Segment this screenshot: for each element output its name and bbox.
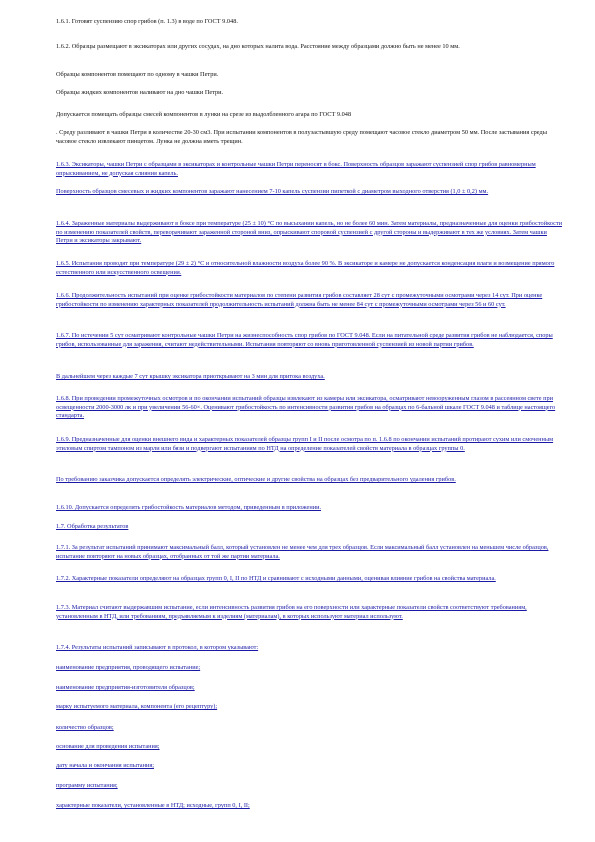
list-item-program[interactable]: программу испытания; <box>56 782 118 789</box>
paragraph-1-6-4[interactable]: 1.6.4. Зараженные материалы выдерживают в боксе при температуре (25 ± 10) °С по высыхании капель, но не более 60 мин. Затем материалы, предназначенные для оценки грибостойкости по изменению показателей свойств, переворачивают зараженной стороной вниз, опрыскивают споровой суспензией с другой стороны и выдерживают в тех же условиях. Затем чашки Петри и эксикаторы закрывают. <box>56 220 563 245</box>
paragraph-1-6-3[interactable]: 1.6.3. Эксикаторы, чашки Петри с образцами в эксикаторах и контрольные чашки Петри переносят в бокс. Поверхность образцов заражают суспензией спор грибов равномерным опрыскиванием, не допуская слияния капель. <box>56 161 536 177</box>
list-item-enterprise[interactable]: наименование предприятия, проводящего испытание; <box>56 664 201 671</box>
paragraph-medium: . Среду разливают в чашки Петри в количестве 20-30 см3. При испытании компонентов в полузастывшую среду помещают часовое стекло диаметром 50 мм. После застывания среды часовое стекло извлекают пинцетом. Лунка не должна иметь трещин. <box>56 129 547 145</box>
paragraph-1-6-1: 1.6.1. Готовят суспензию спор грибов (п. 1.3) в воде по ГОСТ 9.048. <box>56 18 238 25</box>
paragraph-1-7-2[interactable]: 1.7.2. Характерные показатели определяют на образцах групп 0, I, II по НТД и сравнивают с исходными данными, оценивая влияние грибов на свойства материала. <box>56 575 496 582</box>
list-item-material-brand[interactable]: марку испытуемого материала, компонента (его рецептуру); <box>56 703 218 710</box>
paragraph-components: Образцы компонентов помещают по одному в чашки Петри. <box>56 71 219 78</box>
paragraph-1-6-6[interactable]: 1.6.6. Продолжительность испытаний при оценке грибостойкости материалов по степени развития грибов составляет 28 сут с промежуточными осмотрами через 14 сут. При оценке грибостойкости по изменению характерных показателей продолжительность испытаний должна быть не менее 84 сут с промежуточными осмотрами через 56 и 60 сут. <box>56 292 543 308</box>
paragraph-1-6-5[interactable]: 1.6.5. Испытания проводят при температуре (29 ± 2) °С и относительной влажности воздуха более 90 %. В эксикаторе и камере не допускается конденсация влаги и возмещение прямого естественного или искусственного освещения. <box>56 260 555 276</box>
paragraph-mixtures: Допускается помещать образцы смесей компонентов в лунки на срезе из выдолбленного агара по ГОСТ 9.048 <box>56 111 352 118</box>
paragraph-drops[interactable]: Поверхность образцов смесевых и жидких компонентов заражают нанесением 7-10 капель суспензии пипеткой с диаметром выходного отверстия (1,0 ± 0,2) мм. <box>56 188 489 195</box>
paragraph-1-6-8[interactable]: 1.6.8. При проведении промежуточных осмотров и по окончании испытаний образцы извлекают из камеры или эксикатора, осматривают невооруженным глазом в рассеянном свете при освещенности 2000-3000 лк и при увеличении 56-60×. Оценивают грибостойкость по интенсивности развития грибов на образцах по 6-бальной шкале ГОСТ 9.048 и таблице настоящего стандарта. <box>56 395 556 420</box>
list-item-manufacturer[interactable]: наименование предприятия-изготовителя образцов; <box>56 684 195 691</box>
list-item-basis[interactable]: основание для проведения испытания; <box>56 743 160 750</box>
paragraph-1-6-7[interactable]: 1.6.7. По истечении 5 сут осматривают контрольные чашки Петри на жизнеспособность спор грибов по ГОСТ 9.048. Если на питательной среде развития грибов не наблюдается, споры грибов, использованные для заражения, считают недействительными. Испытания повторяют со вновь приготовленной суспензией из новой партии грибов. <box>56 332 553 348</box>
list-item-sample-count[interactable]: количество образцов; <box>56 724 114 731</box>
paragraph-every-7-days[interactable]: В дальнейшем через каждые 7 сут крышку эксикатора приоткрывают на 3 мин для притока воздуха. <box>56 373 325 380</box>
paragraph-1-7-3[interactable]: 1.7.3. Материал считают выдержавшим испытание, если интенсивность развития грибов на его поверхности или характерные показатели свойств соответствуют требованиям, установленным в НТД, или требованиям, предъявляемым к изделиям (материалам), в которых используют материал используют. <box>56 604 527 620</box>
list-item-dates[interactable]: дату начала и окончания испытания; <box>56 762 154 769</box>
paragraph-1-7-1[interactable]: 1.7.1. За результат испытаний принимают максимальный балл, который установлен не менее чем для трех образцов. Если максимальный балл установлен на меньшем числе образцов, испытание повторяют на новых образцах, отобранных от той же партии материала. <box>56 544 549 560</box>
paragraph-customer-request[interactable]: По требованию заказчика допускается определять электрические, оптические и другие свойства на образцах без предварительного удаления грибов. <box>56 476 456 483</box>
paragraph-1-7-4[interactable]: 1.7.4. Результаты испытаний записывают в протокол, в котором указывают: <box>56 644 259 651</box>
heading-1-7[interactable]: 1.7. Обработка результатов <box>56 523 129 530</box>
list-item-indicators[interactable]: характерные показатели, установленные в НТД; исходные, групп 0, I, II; <box>56 802 250 809</box>
paragraph-1-6-2: 1.6.2. Образцы размещают в эксикаторах или других сосудах, на дно которых налита вода. Расстояние между образцами должно быть не менее 10 мм. <box>56 43 460 50</box>
paragraph-1-6-10[interactable]: 1.6.10. Допускается определять грибостойкость материалов методом, приведенным в приложении. <box>56 504 322 511</box>
paragraph-liquid-components: Образцы жидких компонентов наливают на дно чашки Петри. <box>56 89 224 96</box>
paragraph-1-6-9[interactable]: 1.6.9. Предназначенные для оценки внешнего вида и характерных показателей образцы групп I и II после осмотра по п. 1.6.8 по окончании испытаний протирают сухим или смоченным этиловым спиртом тампоном из марли или бязи и подвергают испытаниям по НТД на определение показателей свойств материала в образцах группы 0. <box>56 436 554 452</box>
